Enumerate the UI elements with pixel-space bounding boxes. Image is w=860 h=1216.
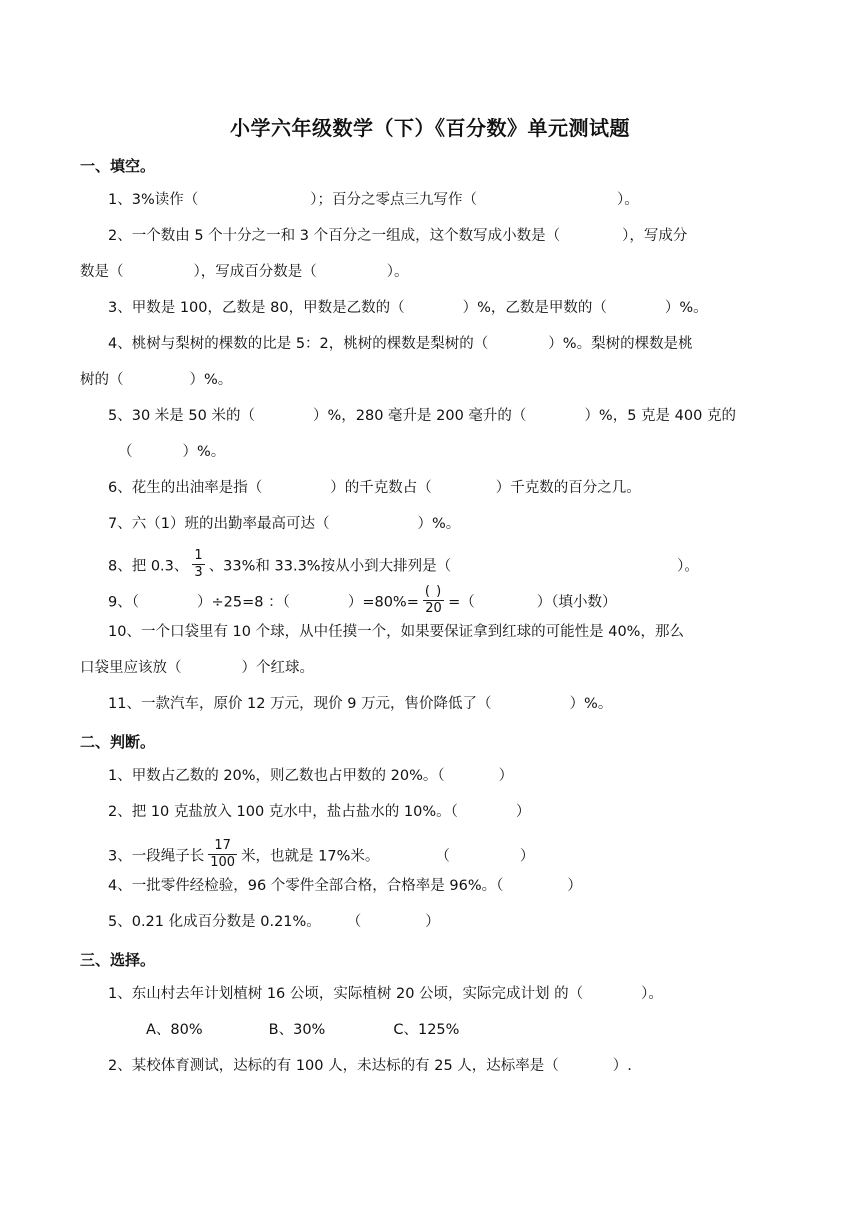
question-1-10-cont: 口袋里应该放（ ）个红球。 <box>80 660 314 676</box>
question-1-11: 11、一款汽车，原价 12 万元，现价 9 万元，售价降低了（ ）%。 <box>108 696 613 712</box>
question-2-2: 2、把 10 克盐放入 100 克水中，盐占盐水的 10%。（ ） <box>108 804 531 820</box>
question-1-7: 7、六（1）班的出勤率最高可达（ ）%。 <box>108 516 461 532</box>
question-1-1: 1、3%读作（ ）；百分之零点三九写作（ ）。 <box>108 192 639 208</box>
question-3-1: 1、东山村去年计划植树 16 公顷，实际植树 20 公顷，实际完成计划 的（ ）。 <box>108 986 663 1002</box>
question-1-2: 2、一个数由 5 个十分之一和 3 个百分之一组成，这个数写成小数是（ ），写成分 <box>108 228 688 244</box>
fraction-blank-over-20: $\frac{( )}{20}$ <box>424 584 443 616</box>
option-a: A、80% <box>146 1022 203 1038</box>
question-3-1-options <box>146 1020 459 1040</box>
question-1-8: 8、把 0.3、 $\frac{1}{3}$ 、33%和 33.3%按从小到大排列是（ ）。 <box>108 548 699 580</box>
question-1-4: 4、桃树与梨树的棵数的比是 5：2，桃树的棵数是梨树的（ ）%。梨树的棵数是桃 <box>108 336 693 352</box>
question-2-4: 4、一批零件经检验，96 个零件全部合格，合格率是 96%。（ ） <box>108 878 582 894</box>
option-b: B、30% <box>268 1022 326 1038</box>
question-1-9: 9、（ ）÷25=8 ：（ ）=80%= $\frac{( )}{20}$ =（ ）（填小数） <box>108 584 617 616</box>
section-heading-fill-blank: 一、填空。 <box>80 157 156 175</box>
question-1-4-cont: 树的（ ）%。 <box>80 372 233 388</box>
question-1-6: 6、花生的出油率是指（ ）的千克数占（ ）千克数的百分之几。 <box>108 480 641 496</box>
page-title: 小学六年级数学（下）《百分数》单元测试题 <box>230 116 630 140</box>
question-1-2-cont: 数是（ ），写成百分数是（ ）。 <box>80 264 409 280</box>
question-1-10: 10、一个口袋里有 10 个球，从中任摸一个，如果要保证拿到红球的可能性是 40%，那么 <box>108 624 684 640</box>
question-3-2: 2、某校体育测试，达标的有 100 人，未达标的有 25 人，达标率是（ ）. <box>108 1058 632 1074</box>
section-heading-multiple-choice: 三、选择。 <box>80 951 156 969</box>
question-1-5: 5、30 米是 50 米的（ ）%，280 毫升是 200 毫升的（ ）%，5 克是 400 克的 <box>108 408 736 424</box>
fraction-17-over-100: $\frac{17}{100}$ <box>210 838 236 870</box>
question-1-3: 3、甲数是 100，乙数是 80，甲数是乙数的（ ）%，乙数是甲数的（ ）%。 <box>108 300 708 316</box>
section-heading-true-false: 二、判断。 <box>80 733 156 751</box>
question-1-5-cont: （ ）%。 <box>118 444 226 460</box>
question-2-1: 1、甲数占乙数的 20%，则乙数也占甲数的 20%。（ ） <box>108 768 514 784</box>
question-2-5: 5、0.21 化成百分数是 0.21%。 （ ） <box>108 914 440 930</box>
fraction-one-third: $\frac{1}{3}$ <box>194 548 203 580</box>
question-2-3: 3、一段绳子长 $\frac{17}{100}$ 米，也就是 17%米。 （ ） <box>108 838 535 870</box>
option-c: C、125% <box>393 1022 460 1038</box>
